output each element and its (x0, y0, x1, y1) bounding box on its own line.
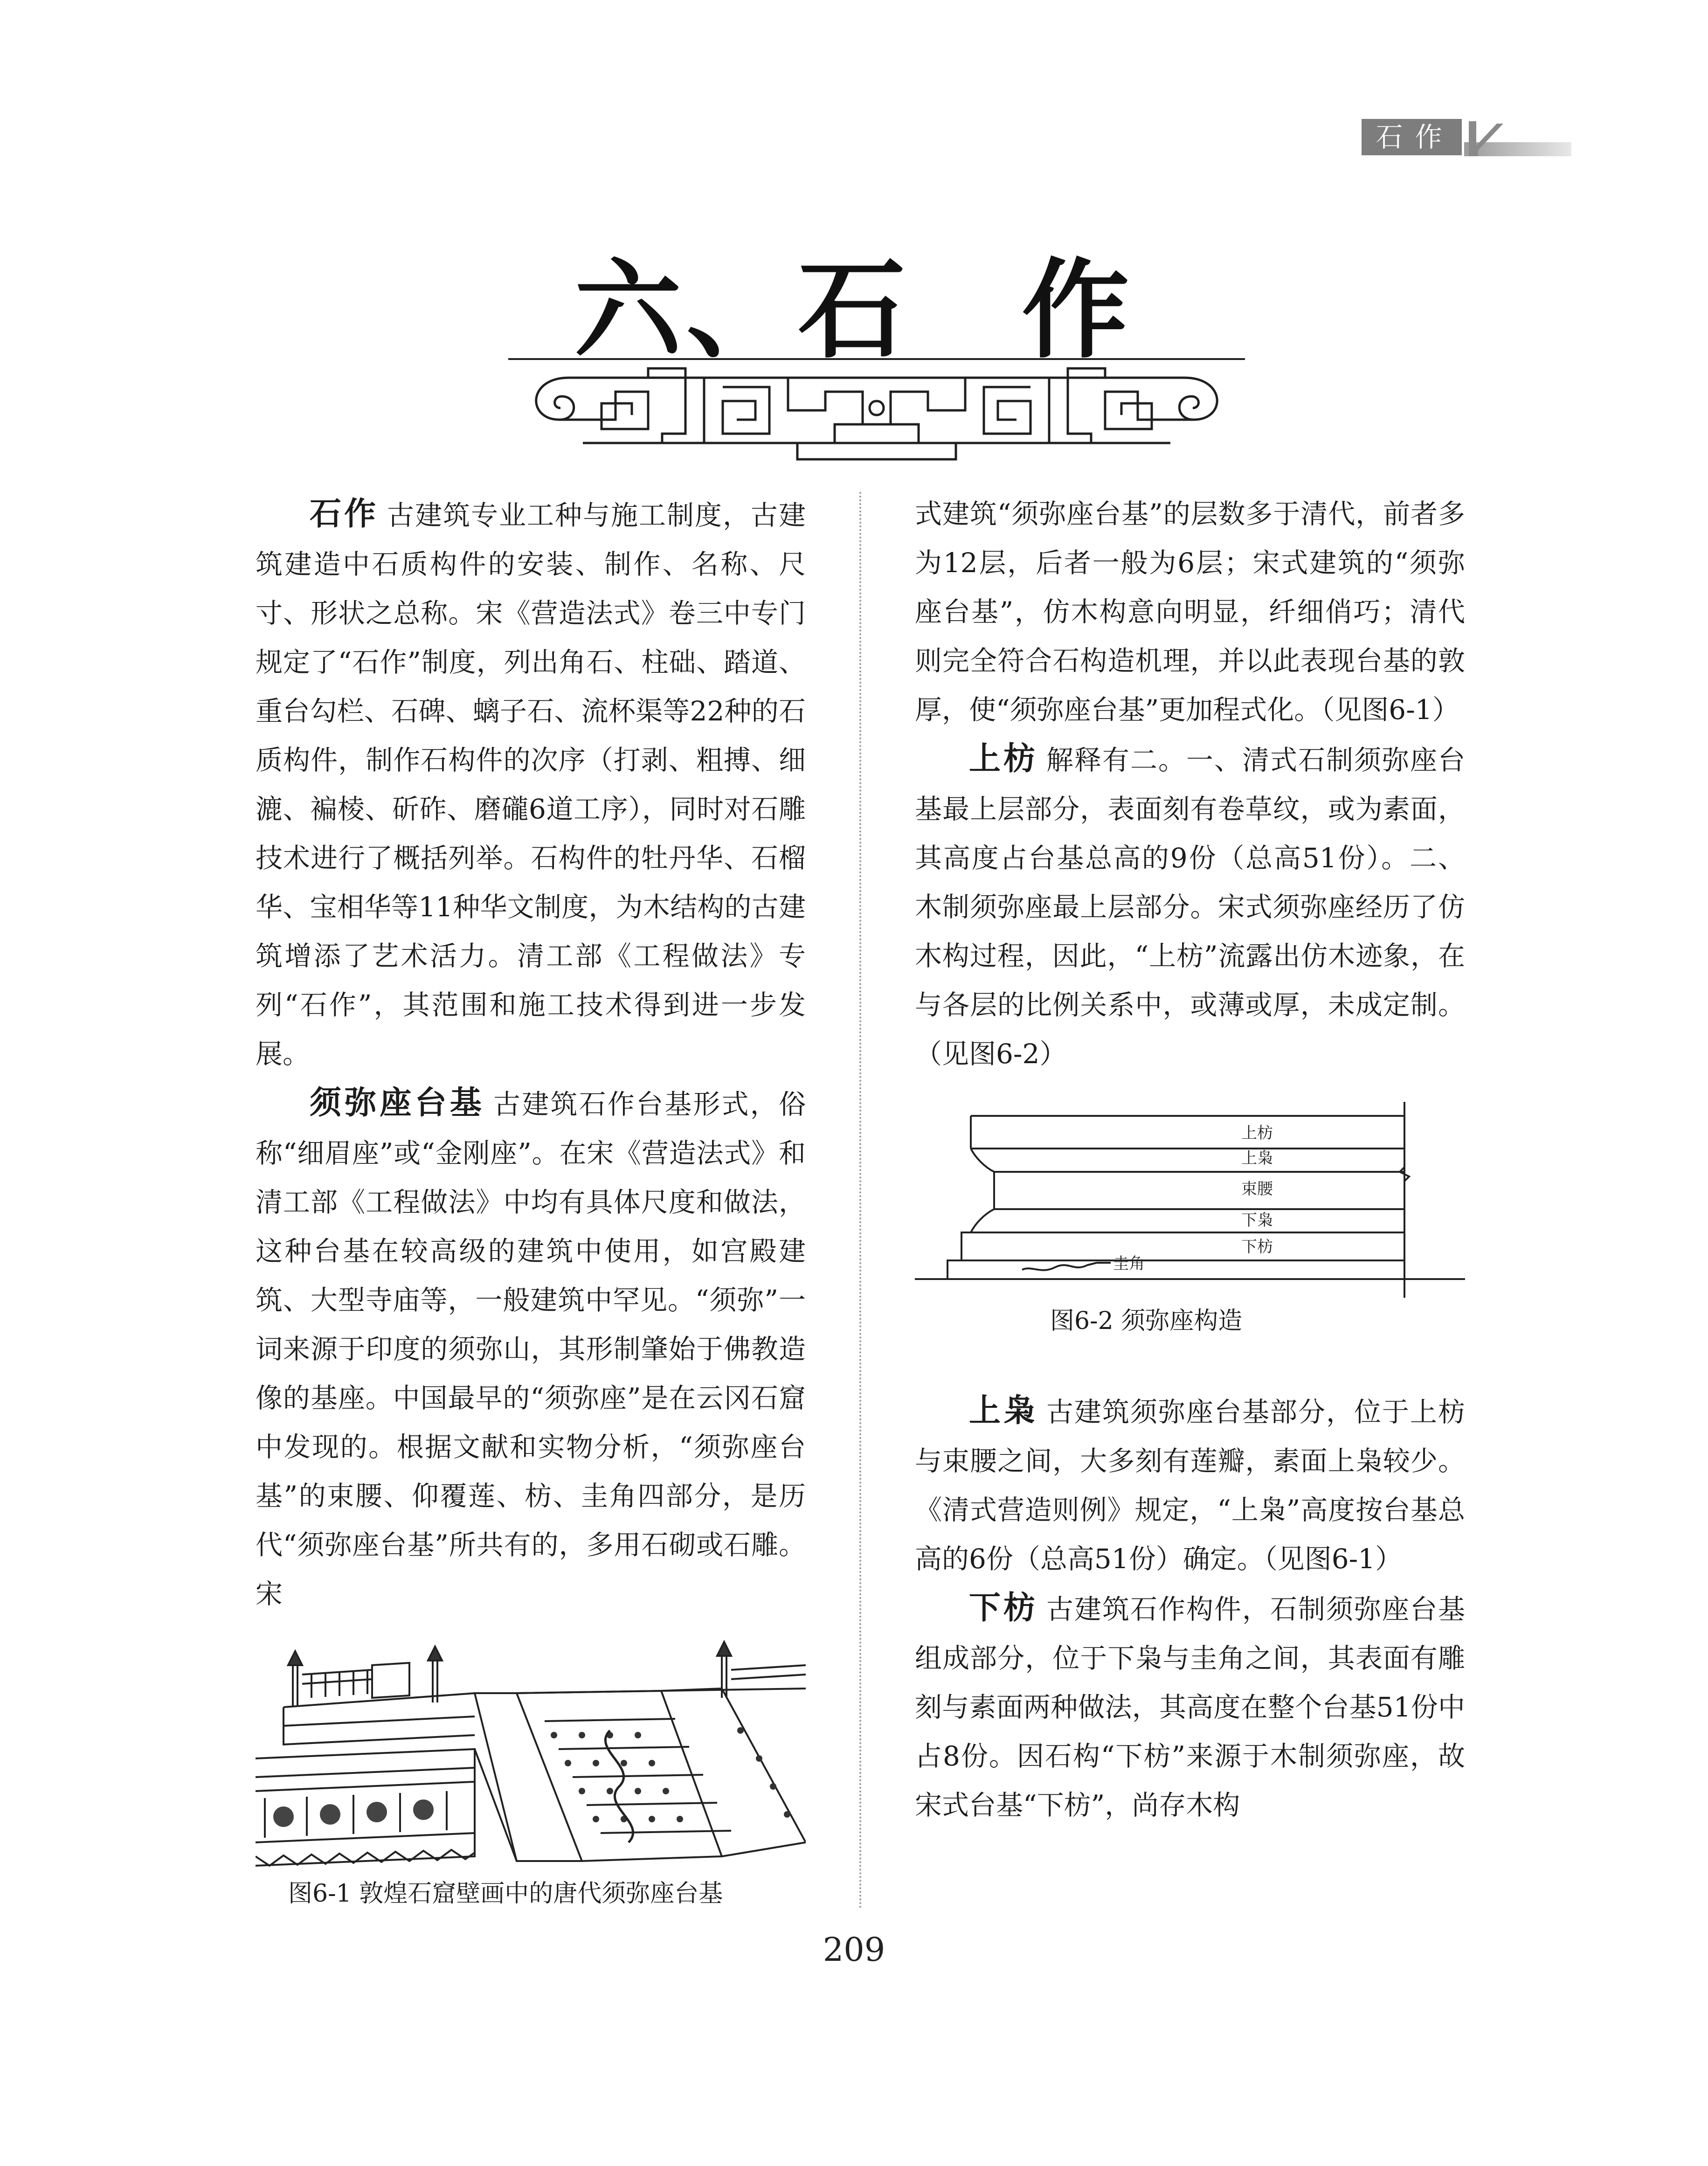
entry-shangxiao (915, 1386, 1465, 1584)
entry-text: 古建筑须弥座台基部分，位于上枋与束腰之间，大多刻有莲瓣，素面上枭较少。《清式营造则例》规定，“上枭”高度按台基总高的6份（总高51份）确定。（见图6-1） (915, 1396, 1465, 1575)
entry-text: 古建筑石作构件，石制须弥座台基组成部分，位于下枭与圭角之间，其表面有雕刻与素面两种做法，其高度在整个台基51份中占8份。因石构“下枋”来源于木制须弥座，故宋式台基“下枋”，尚存木构 (915, 1593, 1465, 1821)
chapter-title: 六、石 作 (574, 247, 1134, 373)
label-guijiao: 圭角 (1113, 1254, 1145, 1273)
entry-term: 上枭 (969, 1392, 1038, 1429)
entry-xumizuo (256, 1079, 806, 1619)
entry-term: 上枋 (969, 740, 1038, 777)
label-shangfang: 上枋 (1241, 1124, 1273, 1142)
entry-term: 须弥座台基 (310, 1085, 485, 1121)
figure-6-2-caption: 图6-2 须弥座构造 (1050, 1307, 1243, 1335)
fret-ornament (508, 350, 1245, 464)
entry-term: 下枋 (969, 1590, 1038, 1626)
corner-arrow-icon (1464, 117, 1571, 161)
figure-6-2-diagram (915, 1102, 1465, 1298)
left-column (256, 490, 806, 1912)
label-shuyao: 束腰 (1241, 1180, 1273, 1198)
label-xiaxiao: 下枭 (1241, 1211, 1273, 1230)
entry-text: 古建筑专业工种与施工制度，古建筑建造中石质构件的安装、制作、名称、尺寸、形状之总称。宋《营造法式》卷三中专门规定了“石作”制度，列出角石、柱础、踏道、重台勾栏、石碑、螭子石、流杯渠等22种的石质构件，制作石构件的次序（打剥、粗搏、细漉、褊棱、斫砟、磨礲6道工序），同时对石雕技术进行了概括列举。石构件的牡丹华、石榴华、宝相华等11种华文制度，为木结构的古建筑增添了艺术活力。清工部《工程做法》专列“石作”，其范围和施工技术得到进一步发展。 (256, 499, 806, 1070)
figure-6-1-illustration (256, 1637, 806, 1870)
right-column (915, 490, 1465, 1830)
entry-term: 石作 (310, 496, 379, 533)
entry-shangfang (915, 734, 1465, 1079)
entry-text: 古建筑石作台基形式，俗称“细眉座”或“金刚座”。在宋《营造法式》和清工部《工程做法》中均有具体尺度和做法，这种台基在较高级的建筑中使用，如宫殿建筑、大型寺庙等，一般建筑中罕见。“须弥”一词来源于印度的须弥山，其形制肇始于佛教造像的基座。中国最早的“须弥座”是在云冈石窟中发现的。根据文献和实物分析，“须弥座台基”的束腰、仰覆莲、枋、圭角四部分，是历代“须弥座台基”所共有的，多用石砌或石雕。宋 (256, 1088, 806, 1610)
figure-6-1-caption: 图6-1 敦煌石窟壁画中的唐代须弥座台基 (288, 1880, 723, 1908)
entry-xiafang (915, 1584, 1465, 1830)
entry-xumizuo-continued: 式建筑“须弥座台基”的层数多于清代，前者多为12层，后者一般为6层；宋式建筑的“须弥座台基”，仿木构意向明显，纤细俏巧；清代则完全符合石构造机理，并以此表现台基的敦厚，使“须弥座台基”更加程式化。（见图6-1） (915, 498, 1465, 726)
page-number: 209 (823, 1931, 885, 1969)
column-divider (859, 492, 861, 1910)
entry-text: 解释有二。一、清式石制须弥座台基最上层部分，表面刻有卷草纹，或为素面，其高度占台基总高的9份（总高51份）。二、木制须弥座最上层部分。宋式须弥座经历了仿木构过程，因此，“上枋”流露出仿木迹象，在与各层的比例关系中，或薄或厚，未成定制。（见图6-2） (915, 744, 1465, 1070)
label-shangxiao: 上枭 (1241, 1149, 1273, 1168)
label-xiafang: 下枋 (1241, 1238, 1273, 1256)
entry-shizuo (256, 490, 806, 1079)
section-tab-label: 石作 (1376, 121, 1454, 153)
section-tab (1362, 119, 1462, 155)
